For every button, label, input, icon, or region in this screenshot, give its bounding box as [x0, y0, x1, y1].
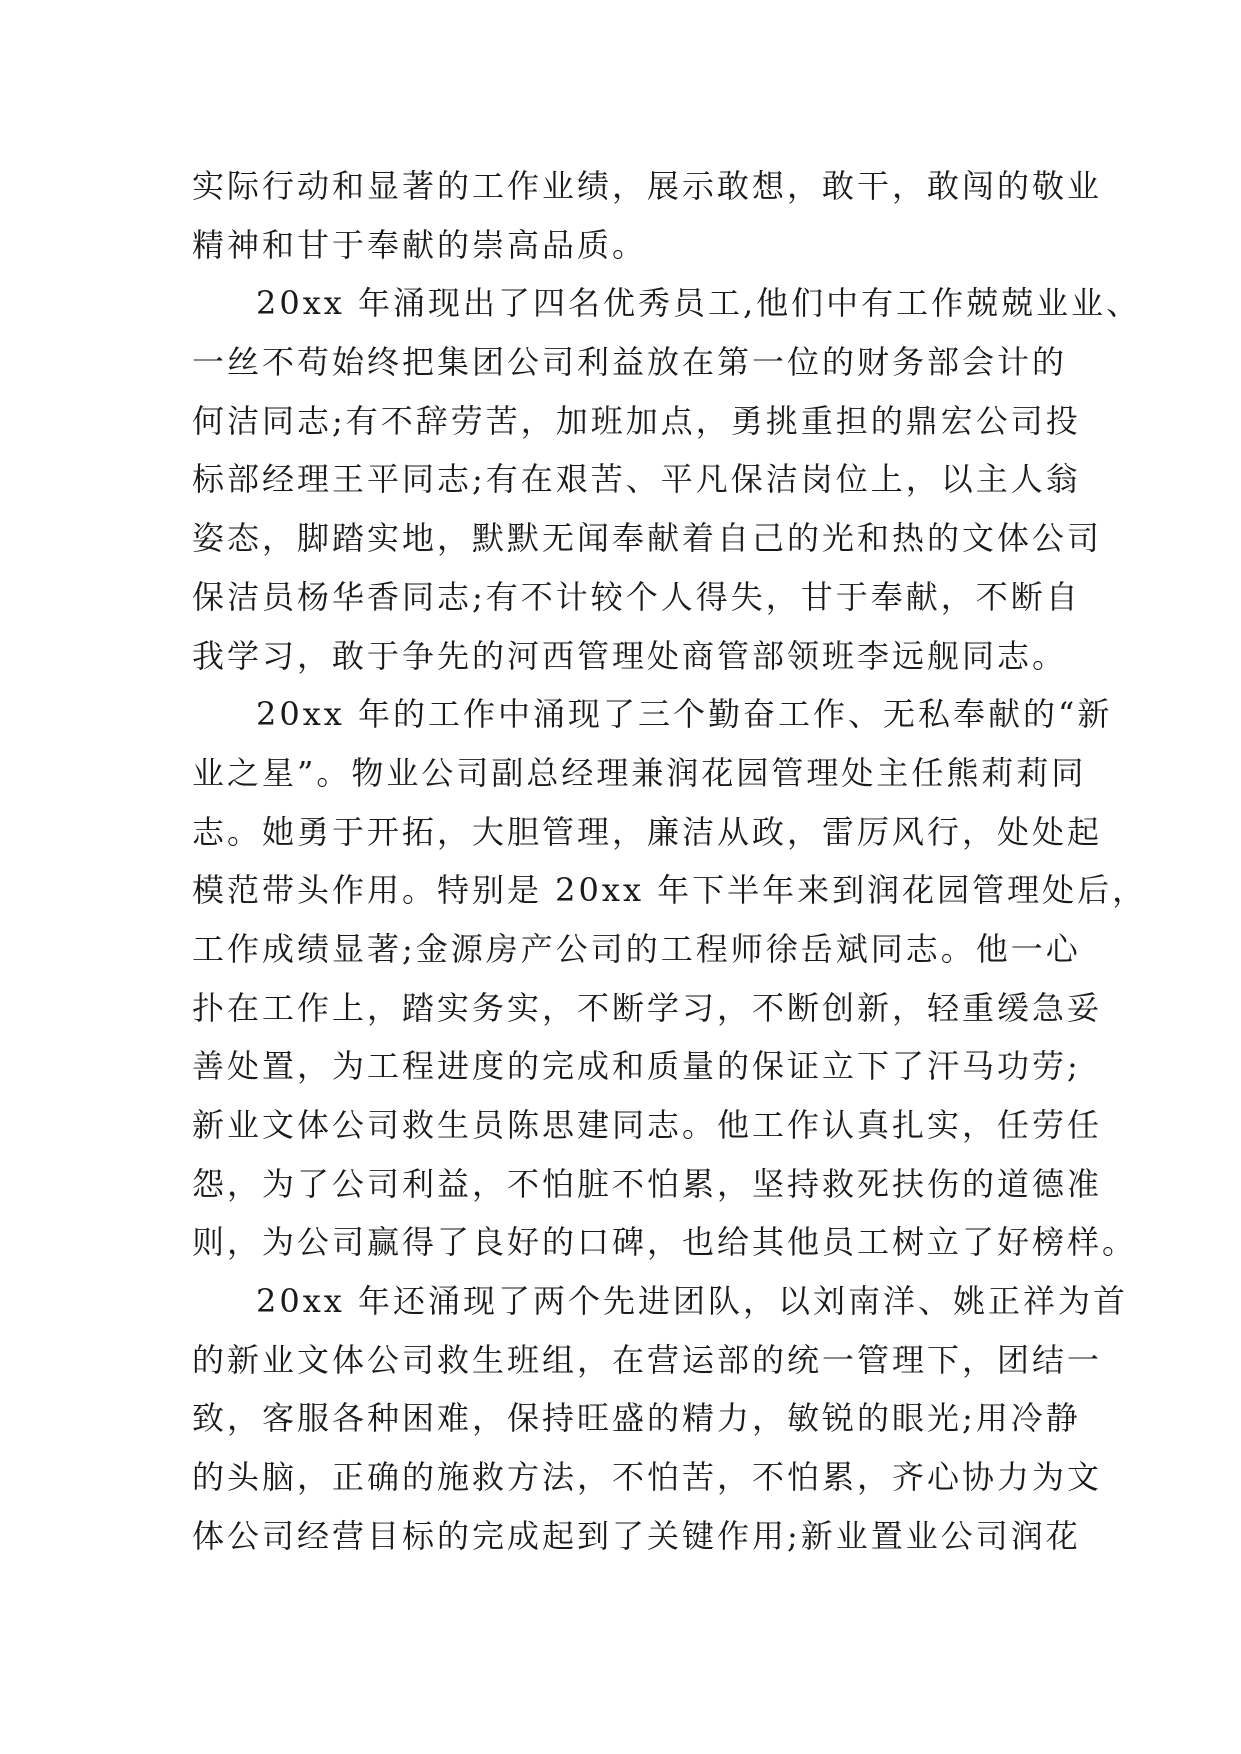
text-line: 模范带头作用。特别是 20xx 年下半年来到润花园管理处后，: [192, 871, 1148, 910]
text-line: 善处置，为工程进度的完成和质量的保证立下了汗马功劳;: [192, 1047, 1081, 1086]
text-line: 精神和甘于奉献的崇高品质。: [192, 225, 648, 264]
text-line: 何洁同志;有不辞劳苦，加班加点，勇挑重担的鼎宏公司投: [192, 401, 1081, 440]
paragraph: [192, 685, 1148, 1272]
text-line: 20xx 年还涌现了两个先进团队，以刘南洋、姚正祥为首: [256, 1282, 1128, 1321]
text-line: 体公司经营目标的完成起到了关键作用;新业置业公司润花: [192, 1516, 1081, 1555]
text-line: 新业文体公司救生员陈思建同志。他工作认真扎实，任劳任: [192, 1106, 1103, 1144]
paragraph: [192, 274, 1142, 685]
text-line: 20xx 年涌现出了四名优秀员工,他们中有工作兢兢业业、: [256, 284, 1142, 323]
text-line: 的头脑，正确的施救方法，不怕苦，不怕累，齐心协力为文: [192, 1458, 1103, 1497]
text-line: 扑在工作上，踏实务实，不断学习，不断创新，轻重缓急妥: [192, 988, 1103, 1027]
text-line: 标部经理王平同志;有在艰苦、平凡保洁岗位上，以主人翁: [192, 460, 1081, 499]
paragraph: [192, 1272, 1128, 1565]
text-line: 保洁员杨华香同志;有不计较个人得失，甘于奉献，不断自: [192, 577, 1081, 616]
document-body: [192, 157, 1148, 1566]
text-line: 致，客服各种困难，保持旺盛的精力，敏锐的眼光;用冷静: [192, 1399, 1081, 1438]
text-line: 怨，为了公司利益，不怕脏不怕累，坚持救死扶伤的道德准: [192, 1164, 1103, 1203]
text-line: 业之星”。物业公司副总经理兼润花园管理处主任熊莉莉同: [192, 753, 1087, 792]
text-line: 20xx 年的工作中涌现了三个勤奋工作、无私奉献的“新: [256, 695, 1113, 734]
text-line: 工作成绩显著;金源房产公司的工程师徐岳斌同志。他一心: [192, 929, 1081, 968]
paragraph: [192, 157, 1103, 274]
text-line: 实际行动和显著的工作业绩，展示敢想，敢干，敢闯的敬业: [192, 167, 1103, 205]
text-line: 姿态，脚踏实地，默默无闻奉献着自己的光和热的文体公司: [192, 519, 1103, 558]
text-line: 志。她勇于开拓，大胆管理，廉洁从政，雷厉风行，处处起: [192, 812, 1103, 851]
text-line: 我学习，敢于争先的河西管理处商管部领班李远舰同志。: [192, 636, 1068, 675]
text-line: 则，为公司赢得了良好的口碑，也给其他员工树立了好榜样。: [192, 1223, 1138, 1262]
text-line: 一丝不苟始终把集团公司利益放在第一位的财务部会计的: [192, 343, 1068, 382]
text-line: 的新业文体公司救生班组，在营运部的统一管理下，团结一: [192, 1340, 1103, 1379]
